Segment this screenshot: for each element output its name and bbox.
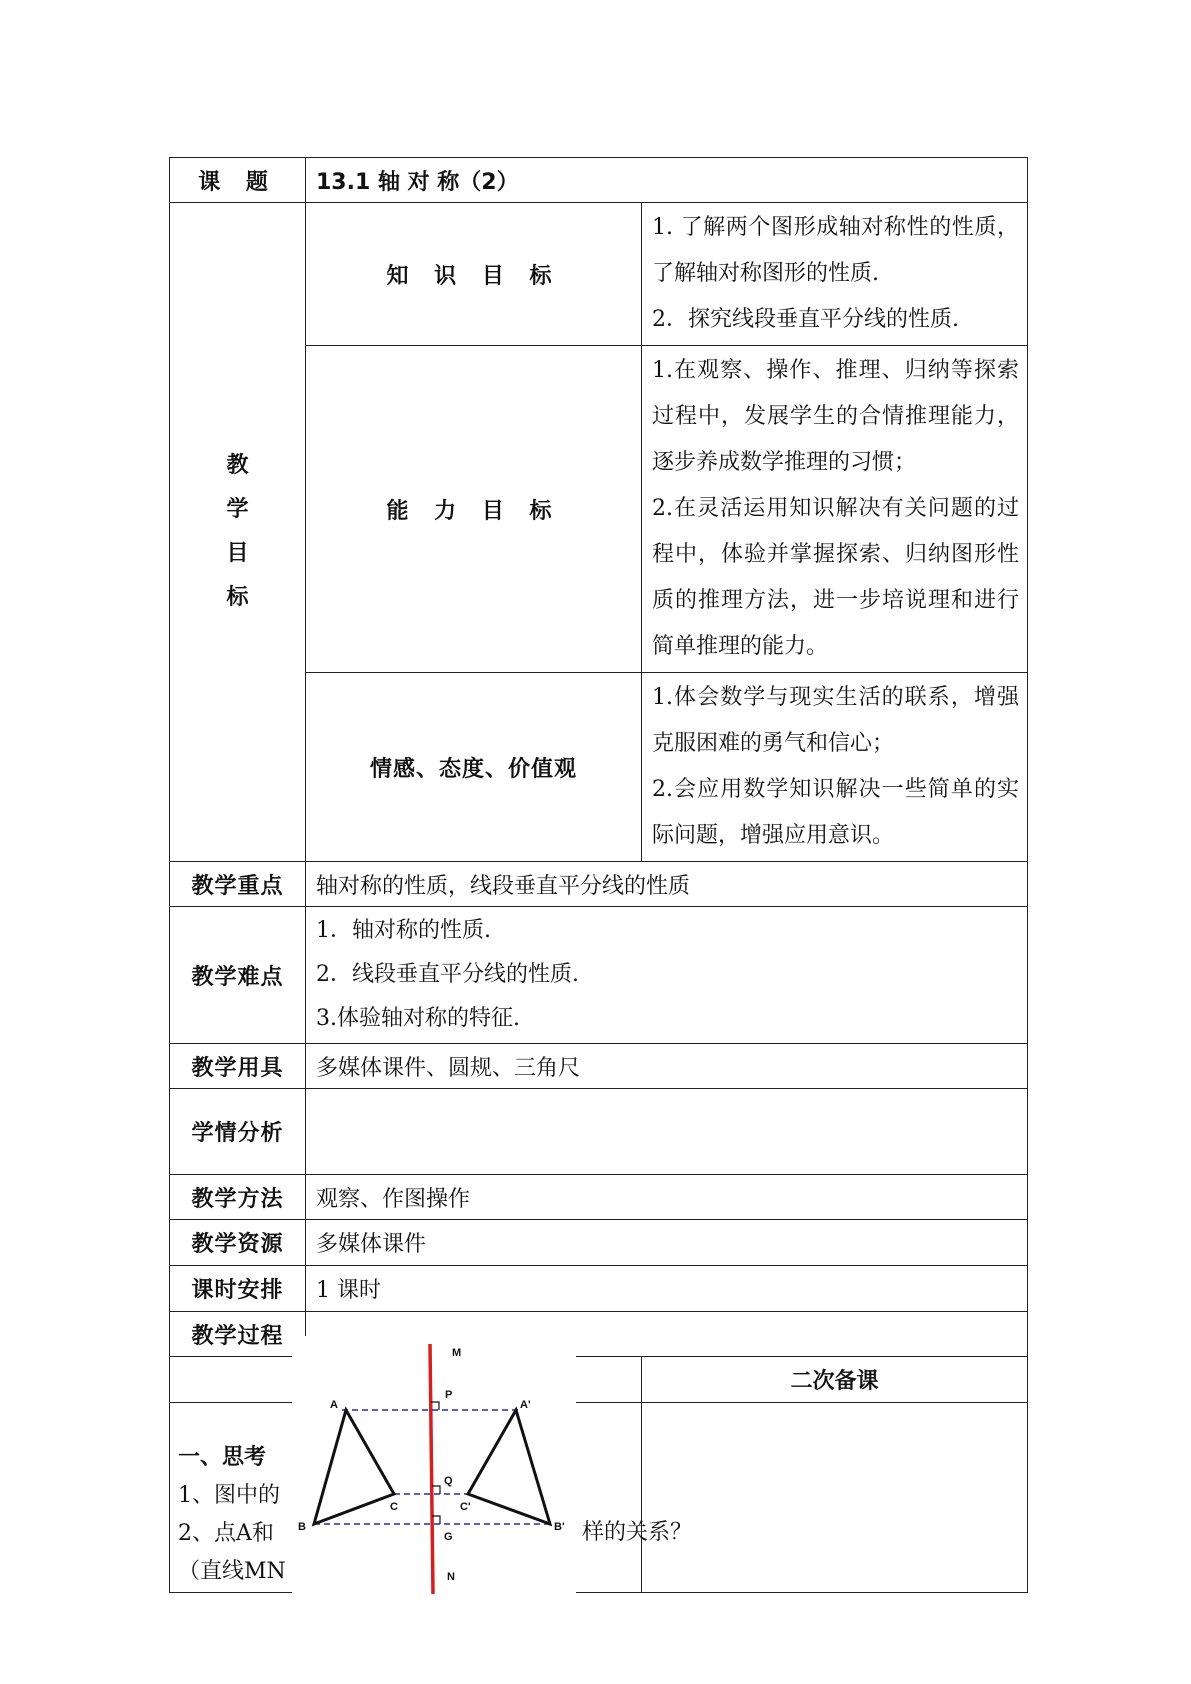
key-points-value: 轴对称的性质，线段垂直平分线的性质 xyxy=(306,862,1028,907)
tools-label: 教学用具 xyxy=(170,1044,306,1089)
attitude-goal-content: 1.体会数学与现实生活的联系，增强克服困难的勇气和信心； 2.会应用数学知识解决一些简单的实际问题，增强应用意识。 xyxy=(642,673,1028,862)
analysis-row xyxy=(170,1089,1028,1175)
label-g: G xyxy=(444,1531,453,1543)
process-label: 教学过程 xyxy=(170,1312,306,1357)
schedule-row xyxy=(170,1266,1028,1312)
label-c-prime: C' xyxy=(460,1501,471,1513)
analysis-value xyxy=(306,1089,1028,1175)
label-q: Q xyxy=(444,1475,453,1487)
label-b: B xyxy=(298,1521,306,1533)
label-a-prime: A' xyxy=(520,1399,531,1411)
question-2: 2、点A和 xyxy=(178,1521,274,1546)
question-note: （直线MN xyxy=(178,1559,286,1584)
topic-row xyxy=(170,158,1028,203)
second-prep-header: 二次备课 xyxy=(642,1357,1028,1403)
label-a: A xyxy=(330,1399,338,1411)
triangle-a1b1c1 xyxy=(468,1410,550,1524)
figure-svg xyxy=(292,1336,576,1604)
list-item: 3.体验轴对称的特征. xyxy=(316,1006,520,1031)
think-heading: 一、思考 xyxy=(178,1445,267,1470)
topic-value: 13.1 轴 对 称（2） xyxy=(306,158,1028,203)
axis-symmetry-figure xyxy=(292,1336,576,1604)
method-row xyxy=(170,1175,1028,1220)
knowledge-goal-row xyxy=(170,203,1028,346)
method-label: 教学方法 xyxy=(170,1175,306,1220)
second-prep-content xyxy=(642,1403,1028,1593)
list-item: 1．轴对称的性质. xyxy=(316,918,491,943)
method-value: 观察、作图操作 xyxy=(306,1175,1028,1220)
schedule-value: 1 课时 xyxy=(306,1266,1028,1312)
question-2-ending: 样的关系？ xyxy=(582,1520,693,1545)
objectives-label: 教 学 目 标 xyxy=(170,203,306,862)
label-b-prime: B' xyxy=(554,1521,565,1533)
label-m: M xyxy=(452,1347,462,1359)
tools-row xyxy=(170,1044,1028,1089)
label-c: C xyxy=(390,1501,398,1513)
resources-row xyxy=(170,1220,1028,1266)
difficulties-row xyxy=(170,907,1028,1044)
label-p: P xyxy=(445,1389,453,1401)
schedule-label: 课时安排 xyxy=(170,1266,306,1312)
analysis-label: 学情分析 xyxy=(170,1089,306,1175)
key-points-row xyxy=(170,862,1028,907)
difficulties-label: 教学难点 xyxy=(170,907,306,1044)
attitude-goal-label: 情感、态度、价值观 xyxy=(306,673,642,862)
key-points-label: 教学重点 xyxy=(170,862,306,907)
knowledge-goal-content: 1. 了解两个图形成轴对称性的性质，了解轴对称图形的性质. 2．探究线段垂直平分线的性质. xyxy=(642,203,1028,346)
knowledge-goal-label: 知 识 目 标 xyxy=(306,203,642,346)
ability-goal-content: 1.在观察、操作、推理、归纳等探索过程中，发展学生的合情推理能力，逐步养成数学推理的习惯； 2.在灵活运用知识解决有关问题的过程中，体验并掌握探索、归纳图形性质的推理方法，进一步培说理和进行简单推理的能力。 xyxy=(642,346,1028,673)
resources-value: 多媒体课件 xyxy=(306,1220,1028,1266)
tools-value: 多媒体课件、圆规、三角尺 xyxy=(306,1044,1028,1089)
question-1: 1、图中的 xyxy=(178,1483,280,1508)
resources-label: 教学资源 xyxy=(170,1220,306,1266)
difficulties-list xyxy=(306,907,1028,1044)
list-item: 2．线段垂直平分线的性质. xyxy=(316,962,579,987)
topic-label: 课 题 xyxy=(170,158,306,203)
label-n: N xyxy=(447,1571,455,1583)
triangle-abc xyxy=(314,1410,394,1524)
ability-goal-label: 能 力 目 标 xyxy=(306,346,642,673)
axis-line-mn xyxy=(430,1344,433,1594)
